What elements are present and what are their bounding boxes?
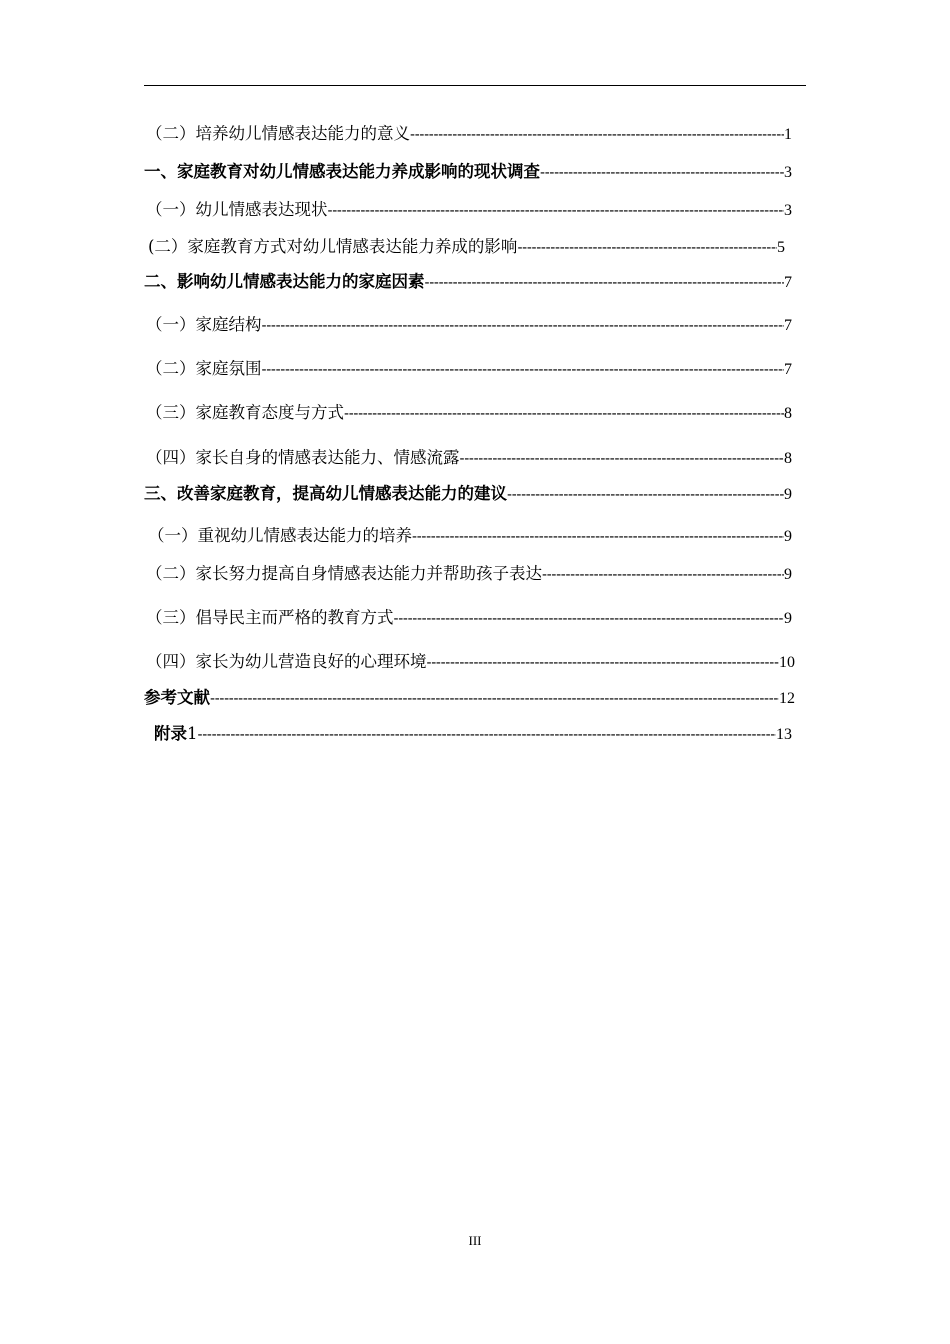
toc-leader xyxy=(412,526,784,548)
toc-entry-title: （三）家庭教育态度与方式 xyxy=(146,403,344,422)
toc-entry-page: 3 xyxy=(784,202,792,219)
toc-leader xyxy=(262,315,785,337)
toc-leader xyxy=(410,124,784,146)
toc-entry-title: （二）家庭氛围 xyxy=(146,359,262,378)
toc-entry-page: 9 xyxy=(784,486,792,503)
page-number: III xyxy=(468,1233,482,1248)
toc-entry-title-suffix: 1 xyxy=(187,724,198,743)
toc-entry[interactable] xyxy=(146,607,792,630)
toc-entry-page: 7 xyxy=(784,361,792,378)
toc-entry-page: 9 xyxy=(784,610,792,627)
toc-entry[interactable] xyxy=(144,687,795,710)
toc-leader xyxy=(210,688,779,710)
toc-entry[interactable] xyxy=(146,123,792,146)
toc-entry[interactable] xyxy=(146,199,792,222)
toc-entry-page: 13 xyxy=(776,726,792,743)
toc-entry-title: (二）家庭教育方式对幼儿情感表达能力养成的影响 xyxy=(148,237,518,256)
toc-leader xyxy=(198,724,777,746)
toc-entry-page: 8 xyxy=(784,405,792,422)
toc-entry-title: （二）家长努力提高自身情感表达能力并帮助孩子表达 xyxy=(146,564,542,583)
toc-entry[interactable] xyxy=(148,236,785,259)
toc-entry-title: （四）家长自身的情感表达能力、情感流露 xyxy=(146,448,460,467)
toc-entry-page: 3 xyxy=(784,164,792,181)
toc-entry[interactable] xyxy=(154,723,792,746)
toc-entry[interactable] xyxy=(144,161,792,184)
toc-entry-page: 5 xyxy=(777,239,785,256)
toc-entry-page: 7 xyxy=(784,274,792,291)
toc-entry[interactable] xyxy=(148,525,792,548)
toc-leader xyxy=(517,237,777,259)
toc-entry-page: 9 xyxy=(784,528,792,545)
toc-entry[interactable] xyxy=(146,447,792,470)
toc-entry[interactable] xyxy=(146,651,795,674)
toc-entry-title: （三）倡导民主而严格的教育方式 xyxy=(146,608,394,627)
toc-entry-page: 1 xyxy=(784,126,792,143)
toc-entry-page: 12 xyxy=(779,690,795,707)
toc-entry-page: 8 xyxy=(784,450,792,467)
toc-entry-page: 9 xyxy=(784,566,792,583)
toc-entry[interactable] xyxy=(146,358,792,381)
toc-entry-title: 一、家庭教育对幼儿情感表达能力养成影响的现状调查 xyxy=(144,162,540,181)
toc-entry[interactable] xyxy=(144,483,792,506)
toc-leader xyxy=(460,448,785,470)
toc-entry-page: 10 xyxy=(779,654,795,671)
toc-entry-title: （一）重视幼儿情感表达能力的培养 xyxy=(148,526,412,545)
toc-entry-page: 7 xyxy=(784,317,792,334)
toc-entry-title: 参考文献 xyxy=(144,688,210,707)
toc-entry[interactable] xyxy=(146,563,792,586)
toc-entry[interactable] xyxy=(144,271,792,294)
toc-leader xyxy=(394,608,785,630)
toc-entry-title: （四）家长为幼儿营造良好的心理环境 xyxy=(146,652,427,671)
toc-entry-title: （一）家庭结构 xyxy=(146,315,262,334)
toc-entry[interactable] xyxy=(146,314,792,337)
toc-entry-title: 二、影响幼儿情感表达能力的家庭因素 xyxy=(144,272,425,291)
toc-leader xyxy=(262,359,785,381)
toc-leader xyxy=(344,403,784,425)
toc-entry-title: 三、改善家庭教育，提高幼儿情感表达能力的建议 xyxy=(144,484,507,503)
toc-leader xyxy=(542,564,784,586)
toc-leader xyxy=(540,162,784,184)
toc-leader xyxy=(425,272,785,294)
toc-leader xyxy=(427,652,780,674)
toc-entry-title: 附录 xyxy=(154,724,187,743)
toc-entry[interactable] xyxy=(146,402,792,425)
toc-entry-title: （二）培养幼儿情感表达能力的意义 xyxy=(146,124,410,143)
toc-leader xyxy=(507,484,784,506)
toc-leader xyxy=(328,200,785,222)
toc-entry-title: （一）幼儿情感表达现状 xyxy=(146,200,328,219)
